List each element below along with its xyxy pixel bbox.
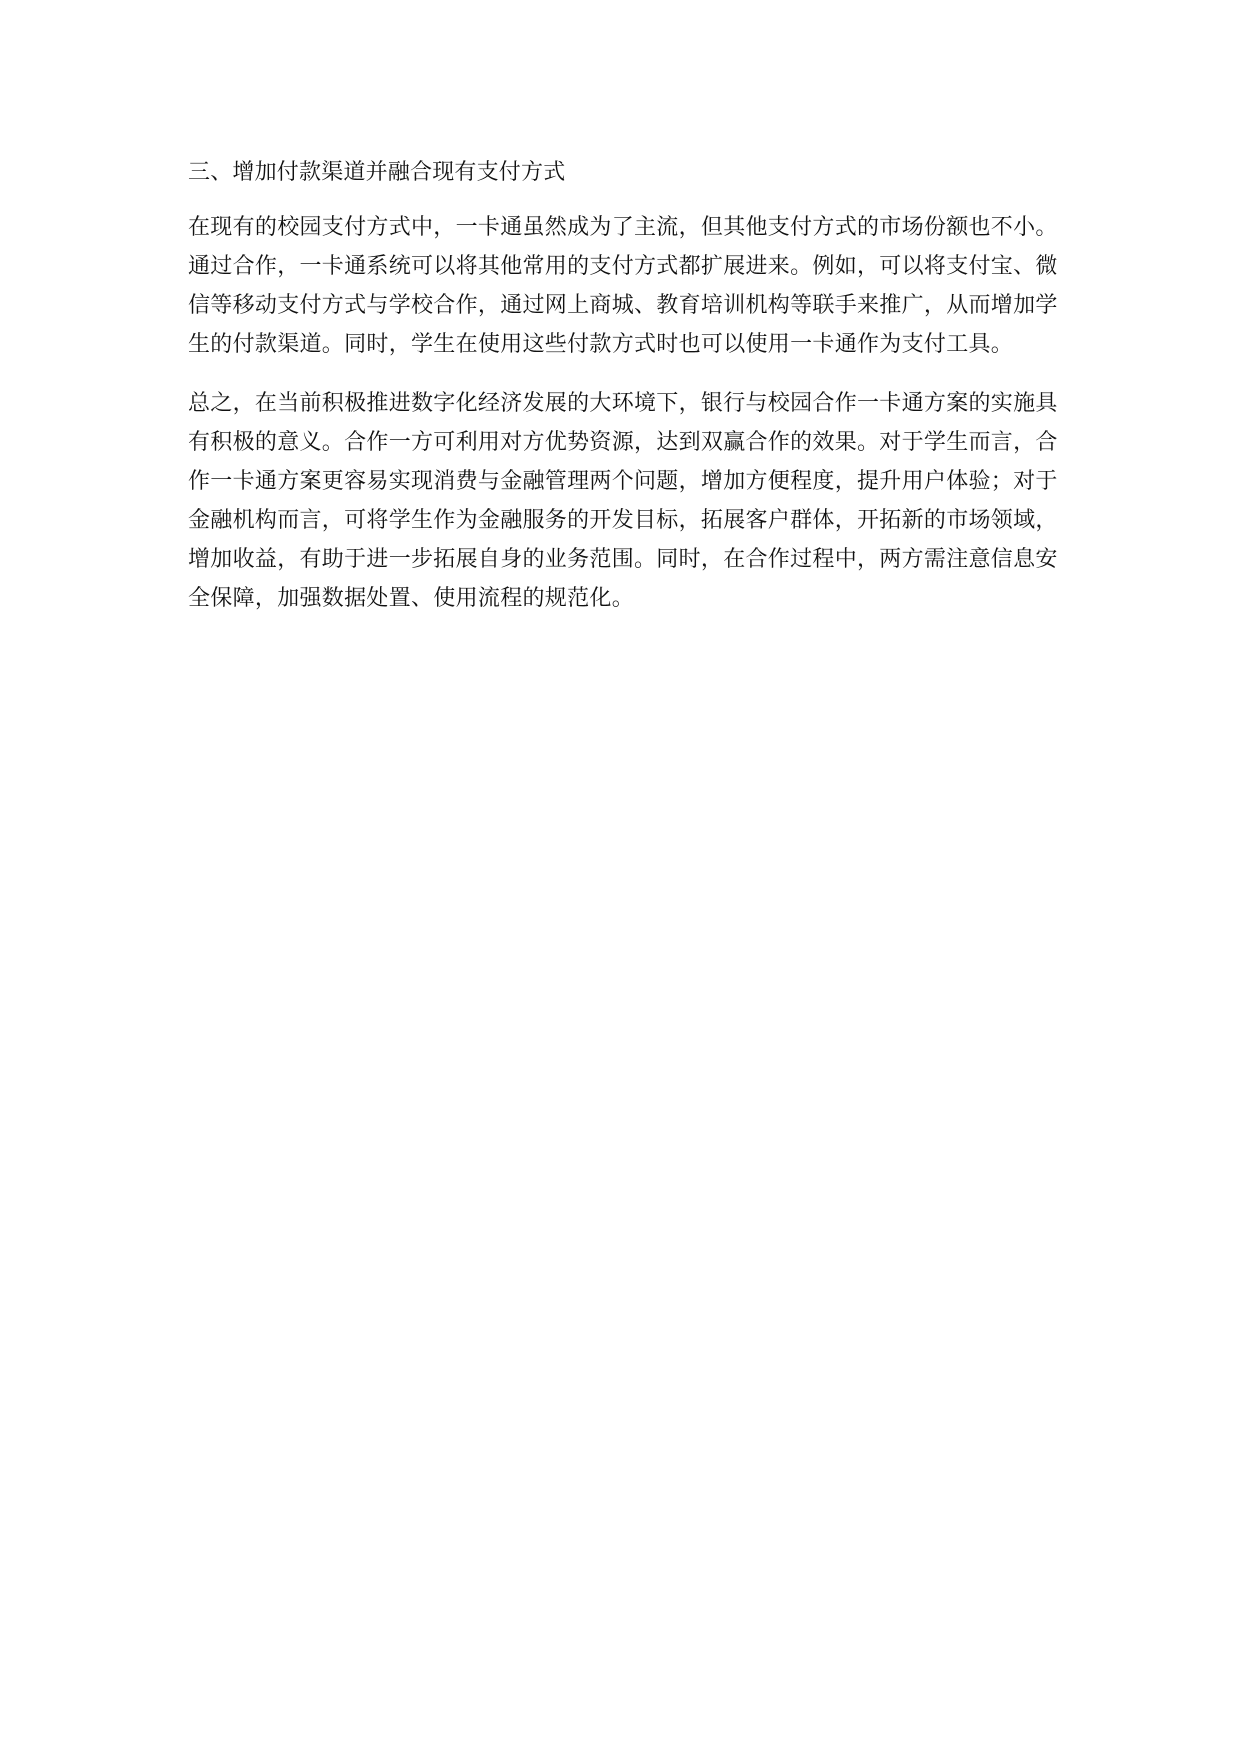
- paragraph-payment-channels: 在现有的校园支付方式中，一卡通虽然成为了主流，但其他支付方式的市场份额也不小。通过合作，一卡通系统可以将其他常用的支付方式都扩展进来。例如，可以将支付宝、微信等移动支付方式与学校合作，通过网上商城、教育培训机构等联手来推广，从而增加学生的付款渠道。同时，学生在使用这些付款方式时也可以使用一卡通作为支付工具。: [188, 215, 1058, 357]
- paragraph-conclusion: 总之，在当前积极推进数字化经济发展的大环境下，银行与校园合作一卡通方案的实施具有积极的意义。合作一方可利用对方优势资源，达到双赢合作的效果。对于学生而言，合作一卡通方案更容易实现消费与金融管理两个问题，增加方便程度，提升用户体验；对于金融机构而言，可将学生作为金融服务的开发目标，拓展客户群体，开拓新的市场领域，增加收益，有助于进一步拓展自身的业务范围。同时，在合作过程中，两方需注意信息安全保障，加强数据处置、使用流程的规范化。: [188, 391, 1058, 611]
- document-body: [188, 156, 1068, 638]
- section-heading: 三、增加付款渠道并融合现有支付方式: [188, 160, 566, 185]
